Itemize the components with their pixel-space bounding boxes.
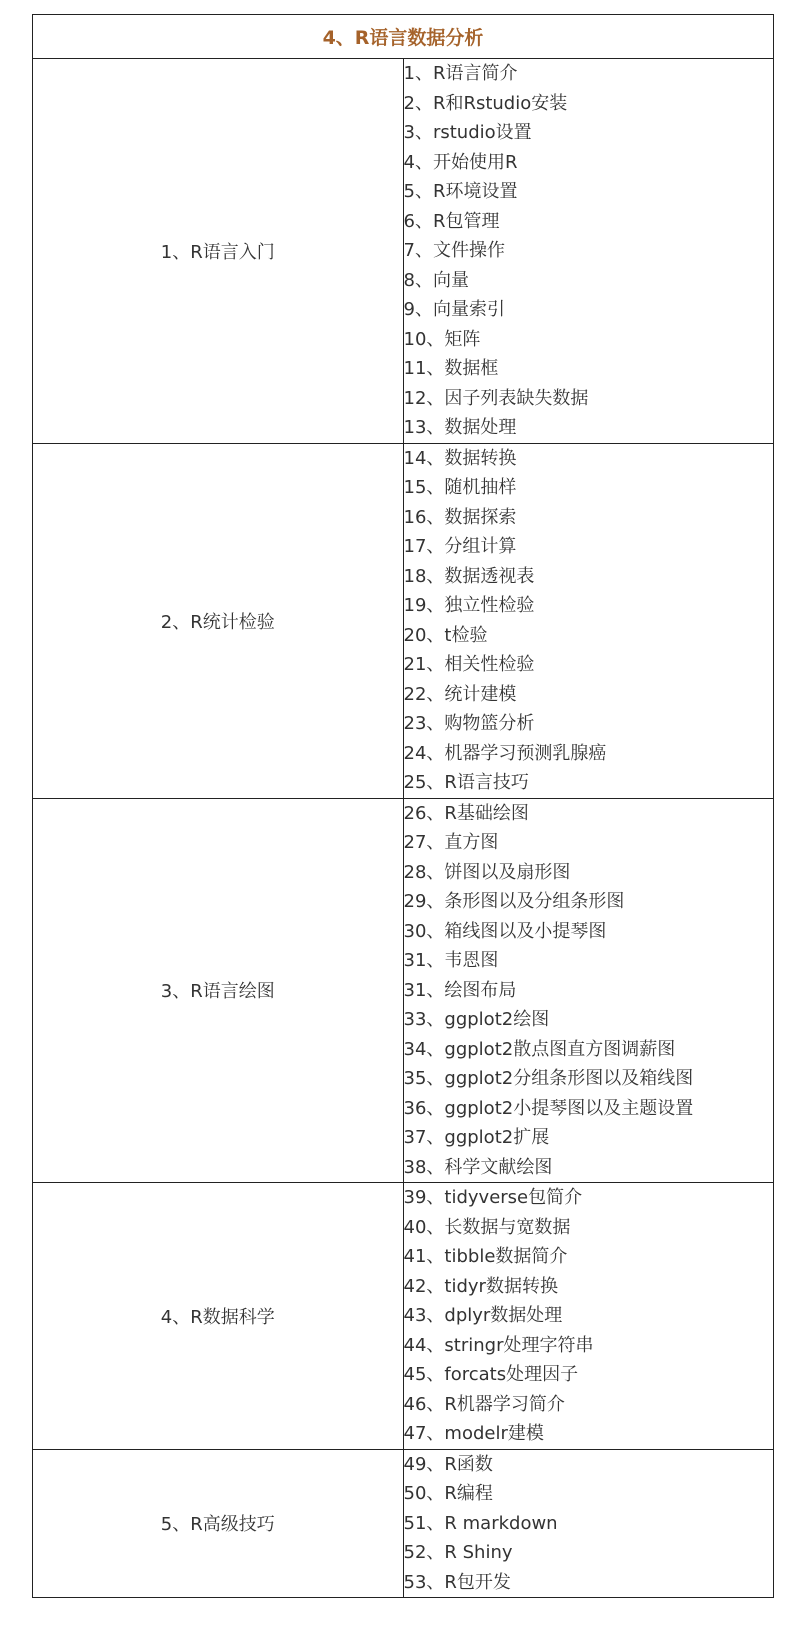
lesson-item: 33、ggplot2绘图 [403, 1009, 550, 1030]
lesson-item: 18、数据透视表 [403, 565, 535, 587]
lesson-item: 35、ggplot2分组条形图以及箱线图 [403, 1068, 694, 1089]
lesson-item: 16、数据探索 [403, 506, 517, 528]
lesson-item: 49、R函数 [403, 1453, 493, 1475]
section-name: 4、R数据科学 [33, 1183, 404, 1450]
sections-body [33, 59, 774, 1598]
lesson-item: 2、R和Rstudio安装 [403, 92, 568, 114]
lesson-item: 21、相关性检验 [403, 654, 535, 675]
table-title: 4、R语言数据分析 [33, 15, 774, 59]
lesson-item: 12、因子列表缺失数据 [403, 387, 589, 409]
lesson-item: 23、购物篮分析 [403, 713, 535, 734]
lesson-item: 40、长数据与宽数据 [403, 1216, 571, 1238]
lesson-item: 53、R包开发 [403, 1571, 511, 1593]
section-items [403, 59, 774, 444]
lesson-item: 15、随机抽样 [403, 477, 517, 498]
section-items [403, 1183, 774, 1450]
lesson-item: 45、forcats处理因子 [403, 1364, 579, 1385]
lesson-item: 11、数据框 [403, 358, 499, 379]
lesson-item: 14、数据转换 [403, 447, 517, 469]
section-items [403, 798, 774, 1183]
lesson-item: 50、R编程 [403, 1483, 493, 1504]
lesson-item: 24、机器学习预测乳腺癌 [403, 742, 607, 764]
lesson-item: 29、条形图以及分组条形图 [403, 891, 625, 912]
section-name: 2、R统计检验 [33, 443, 404, 798]
lesson-list [404, 1450, 774, 1598]
section-items [403, 1449, 774, 1598]
lesson-list [404, 1183, 774, 1449]
lesson-item: 26、R基础绘图 [403, 802, 529, 824]
lesson-item: 36、ggplot2小提琴图以及主题设置 [403, 1097, 694, 1119]
section-row [33, 1183, 774, 1450]
lesson-item: 5、R环境设置 [403, 181, 518, 202]
lesson-item: 34、ggplot2散点图直方图调薪图 [403, 1038, 676, 1060]
lesson-item: 31、韦恩图 [403, 950, 499, 971]
section-row [33, 59, 774, 444]
lesson-item: 31、绘图布局 [403, 979, 517, 1001]
lesson-item: 7、文件操作 [403, 240, 505, 261]
lesson-item: 47、modelr建模 [403, 1423, 544, 1444]
lesson-item: 25、R语言技巧 [403, 772, 529, 793]
lesson-list [404, 799, 774, 1183]
lesson-item: 10、矩阵 [403, 328, 481, 350]
lesson-item: 9、向量索引 [403, 299, 505, 320]
lesson-item: 13、数据处理 [403, 417, 517, 438]
lesson-item: 30、箱线图以及小提琴图 [403, 920, 607, 942]
section-name: 1、R语言入门 [33, 59, 404, 444]
course-outline [32, 14, 774, 1598]
lesson-item: 51、R markdown [403, 1512, 558, 1534]
section-items [403, 443, 774, 798]
lesson-item: 6、R包管理 [403, 210, 500, 232]
lesson-item: 42、tidyr数据转换 [403, 1275, 558, 1297]
lesson-item: 39、tidyverse包简介 [403, 1187, 583, 1208]
lesson-item: 38、科学文献绘图 [403, 1156, 553, 1178]
lesson-item: 8、向量 [403, 269, 469, 291]
lesson-item: 17、分组计算 [403, 536, 517, 557]
lesson-item: 46、R机器学习简介 [403, 1393, 565, 1415]
lesson-item: 37、ggplot2扩展 [403, 1127, 550, 1148]
lesson-item: 1、R语言简介 [403, 63, 518, 84]
lesson-item: 28、饼图以及扇形图 [403, 861, 571, 883]
lesson-item: 43、dplyr数据处理 [403, 1305, 563, 1326]
lesson-item: 41、tibble数据简介 [403, 1246, 568, 1267]
section-name: 3、R语言绘图 [33, 798, 404, 1183]
lesson-item: 20、t检验 [403, 624, 488, 646]
course-table [32, 14, 774, 1598]
lesson-item: 19、独立性检验 [403, 595, 535, 616]
lesson-list [404, 444, 774, 798]
lesson-item: 27、直方图 [403, 832, 499, 853]
section-row [33, 443, 774, 798]
lesson-item: 4、开始使用R [403, 151, 518, 173]
lesson-item: 3、rstudio设置 [403, 122, 532, 143]
section-row [33, 798, 774, 1183]
section-row [33, 1449, 774, 1598]
section-name: 5、R高级技巧 [33, 1449, 404, 1598]
lesson-item: 22、统计建模 [403, 683, 517, 705]
lesson-list [404, 59, 774, 443]
title-row [33, 15, 774, 59]
lesson-item: 44、stringr处理字符串 [403, 1334, 594, 1356]
lesson-item: 52、R Shiny [403, 1542, 513, 1563]
